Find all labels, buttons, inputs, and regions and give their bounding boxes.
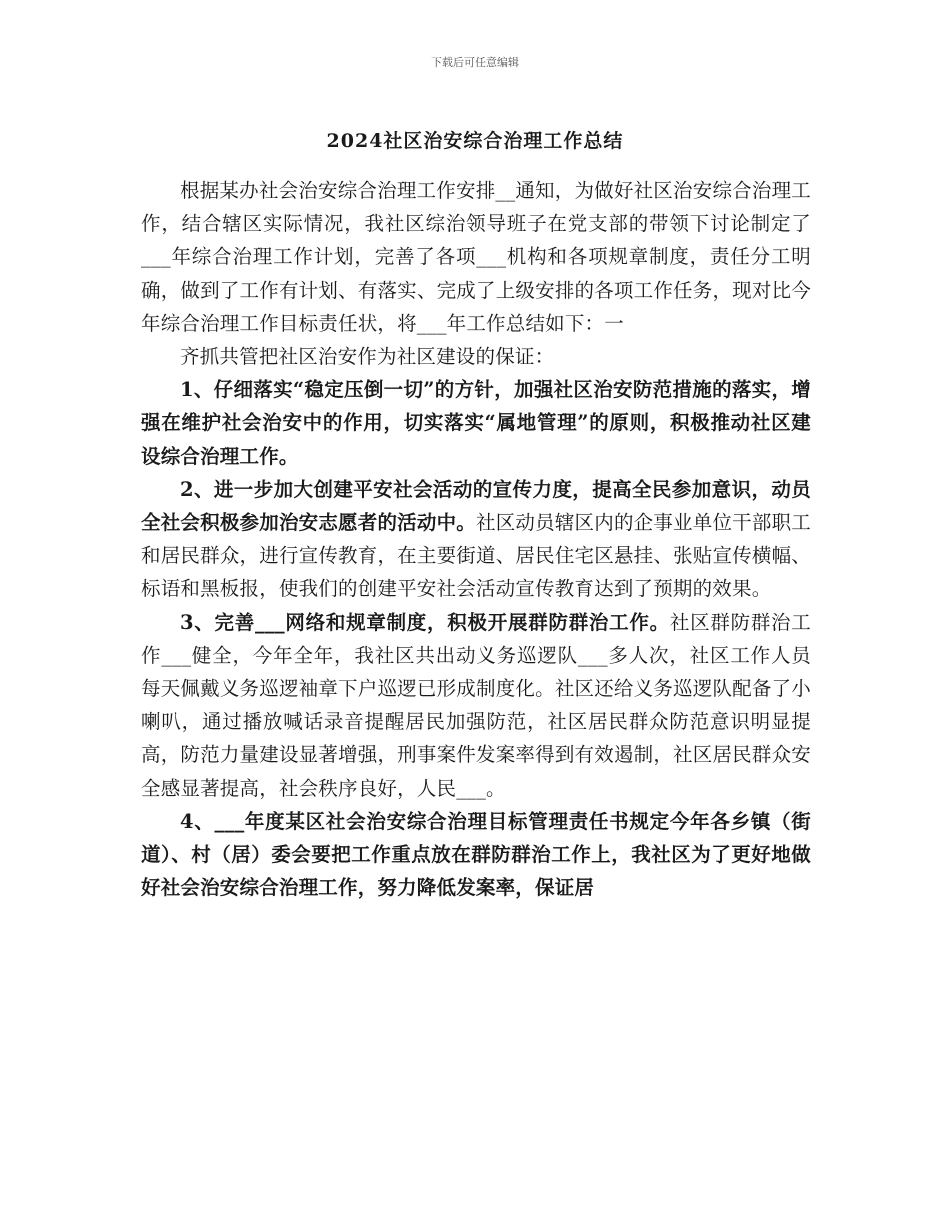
document-title: 2024社区治安综合治理工作总结 [326,130,624,152]
paragraph-item-1 [141,373,811,473]
paragraph-item-3-text: 社区群防群治工作___健全，今年全年，我社区共出动义务巡逻队___多人次，社区工作人员每天佩戴义务巡逻袖章下户巡逻已形成制度化。社区还给义务巡逻队配备了小喇叭，通过播放喊话录音提醒居民加强防范，社区居民群众防范意识明显提高，防范力量建设显著增强，刑事案件发案率得到有效遏制，社区居民群众安全感显著提高，社会秩序良好，人民___。 [141,610,811,800]
header-note: 下载后可任意编辑 [431,56,519,69]
paragraph-lead [141,340,811,373]
document-body [141,174,811,904]
paragraph-lead-text: 齐抓共管把社区治安作为社区建设的保证： [180,345,555,369]
paragraph-item-2 [141,473,811,606]
paragraph-item-3 [141,606,811,805]
paragraph-intro-text: 根据某办社会治安综合治理工作安排__通知，为做好社区治安综合治理工作，结合辖区实际情况，我社区综治领导班子在党支部的带领下讨论制定了___年综合治理工作计划，完善了各项___机构和各项规章制度，责任分工明确，做到了工作有计划、有落实、完成了上级安排的各项工作任务，现对比今年综合治理工作目标责任状，将___年工作总结如下：一 [141,179,811,335]
paragraph-item-4 [141,805,811,905]
paragraph-item-3-bold: 3、完善___网络和规章制度，积极开展群防群治工作。 [180,610,670,634]
paragraph-item-1-bold: 1、仔细落实“稳定压倒一切”的方针，加强社区治安防范措施的落实，增强在维护社会治安中的作用，切实落实“属地管理”的原则，积极推动社区建设综合治理工作。 [141,378,811,468]
paragraph-intro [141,174,811,340]
paragraph-item-4-bold: 4、___年度某区社会治安综合治理目标管理责任书规定今年各乡镇（街道）、村（居）委会要把工作重点放在群防群治工作上，我社区为了更好地做好社会治安综合治理工作，努力降低发案率，保证居 [141,809,811,900]
paragraph-item-2-text: 社区动员辖区内的企事业单位干部职工和居民群众，进行宣传教育，在主要街道、居民住宅区悬挂、张贴宣传横幅、标语和黑板报，使我们的创建平安社会活动宣传教育达到了预期的效果。 [141,511,811,601]
paragraph-item-2-bold: 2、进一步加大创建平安社会活动的宣传力度，提高全民参加意识，动员全社会积极参加治安志愿者的活动中。 [141,477,811,535]
